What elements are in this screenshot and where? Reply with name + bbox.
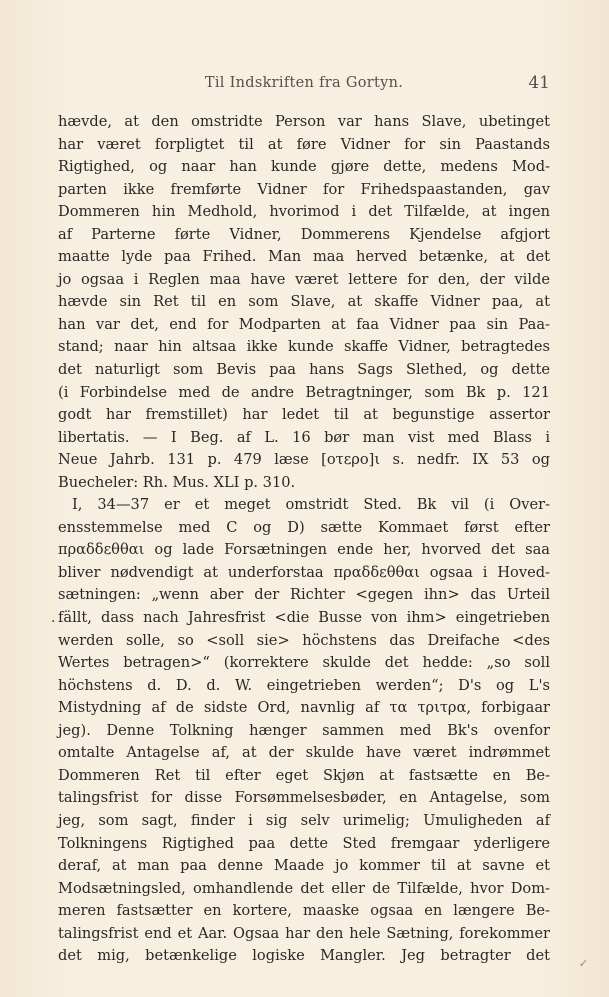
paragraph-end-line: Buecheler: Rh. Mus. XLI p. 310. [58,473,296,491]
text-line: sætningen: „wenn aber der Richter <gegen ihn> das Urteil [58,586,550,604]
text-line: deraf, at man paa denne Maade jo kommer til at savne et [58,857,550,875]
text-line: Dommeren hin Medhold, hvorimod i det Tilfælde, at ingen [58,203,550,221]
text-line: det mig, betænkelige logiske Mangler. Jeg betragter det [58,947,550,965]
page-header [58,71,550,95]
text-line: godt har fremstillet) har ledet til at begunstige assertor [58,406,550,424]
text-line: werden solle, so <soll sie> höchstens das Dreifache <des [58,631,550,649]
body-text [51,111,550,968]
text-line: talingsfrist end et Aar. Ogsaa har den hele Sætning, forekommer [58,924,550,942]
marked-text-line [51,607,550,630]
text-line: Tolkningens Rigtighed paa dette Sted fremgaar yderligere [58,834,550,852]
text-line: det naturligt som Bevis paa hans Sags Slethed, og dette [58,361,550,379]
text-line: har været forpligtet til at føre Vidner for sin Paastands [58,135,550,153]
running-title: Til Indskriften fra Gortyn. [204,75,404,91]
text-line: af Parterne førte Vidner, Dommerens Kjendelse afgjort [58,225,550,243]
text-line: bliver nødvendigt at underforstaa πραδδεθθαι ogsaa i Hoved- [58,563,550,581]
text-line: meren fastsætter en kortere, maaske ogsaa en længere Be- [58,902,550,920]
text-line: hævde, at den omstridte Person var hans Slave, ubetinget [58,113,550,130]
text-line: fällt, dass nach Jahresfrist <die Busse von ihm> eingetrieben [58,609,550,627]
page-number: 41 [528,73,550,93]
text-line: talingsfrist for disse Forsømmelsesbøder, en Antagelse, som [58,789,550,807]
text-line: höchstens d. D. d. W. eingetrieben werden“; D's og L's [58,676,550,694]
text-line: Wertes betragen>“ (korrektere skulde det hedde: „so soll [58,654,550,672]
text-line: hævde sin Ret til en som Slave, at skaffe Vidner paa, at [58,293,550,311]
text-line: han var det, end for Modparten at faa Vidner paa sin Paa- [58,315,550,333]
text-line: omtalte Antagelse af, at der skulde have været indrømmet [58,744,550,762]
text-line: ensstemmelse med C og D) sætte Kommaet først efter [58,518,550,536]
text-line: parten ikke fremførte Vidner for Frihedspaastanden, gav [58,180,550,198]
text-line: libertatis. — I Beg. af L. 16 bør man vist med Blass i [58,428,550,446]
text-line: jo ogsaa i Reglen maa have været lettere for den, der vilde [58,270,550,288]
text-line: (i Forbindelse med de andre Betragtninger, som Bk p. 121 [58,383,550,401]
text-line: stand; naar hin altsaa ikke kunde skaffe Vidner, betragtedes [58,338,550,356]
text-line: πραδδεθθαι og lade Forsætningen ende her, hvorved det saa [58,541,550,559]
corner-mark: ✓ [578,957,588,970]
text-line: Modsætningsled, omhandlende det eller de Tilfælde, hvor Dom- [58,879,550,897]
paragraph-start-line: I, 34—37 er et meget omstridt Sted. Bk vil (i Over- [72,496,550,514]
text-line: jeg, som sagt, finder i sig selv urimelig; Umuligheden af [58,811,550,829]
text-line: Neue Jahrb. 131 p. 479 læse [οτερο]ι s. nedfr. IX 53 og [58,451,550,469]
text-line: Rigtighed, og naar han kunde gjøre dette, medens Mod- [58,158,550,176]
text-line: Mistydning af de sidste Ord, navnlig af τα τριτρα, forbigaar [58,699,550,717]
text-line: maatte lyde paa Frihed. Man maa herved betænke, at det [58,248,550,266]
margin-dot: . [51,610,56,627]
text-line: Dommeren Ret til efter eget Skjøn at fastsætte en Be- [58,766,550,784]
text-line: jeg). Denne Tolkning hænger sammen med Bk's ovenfor [58,721,550,739]
